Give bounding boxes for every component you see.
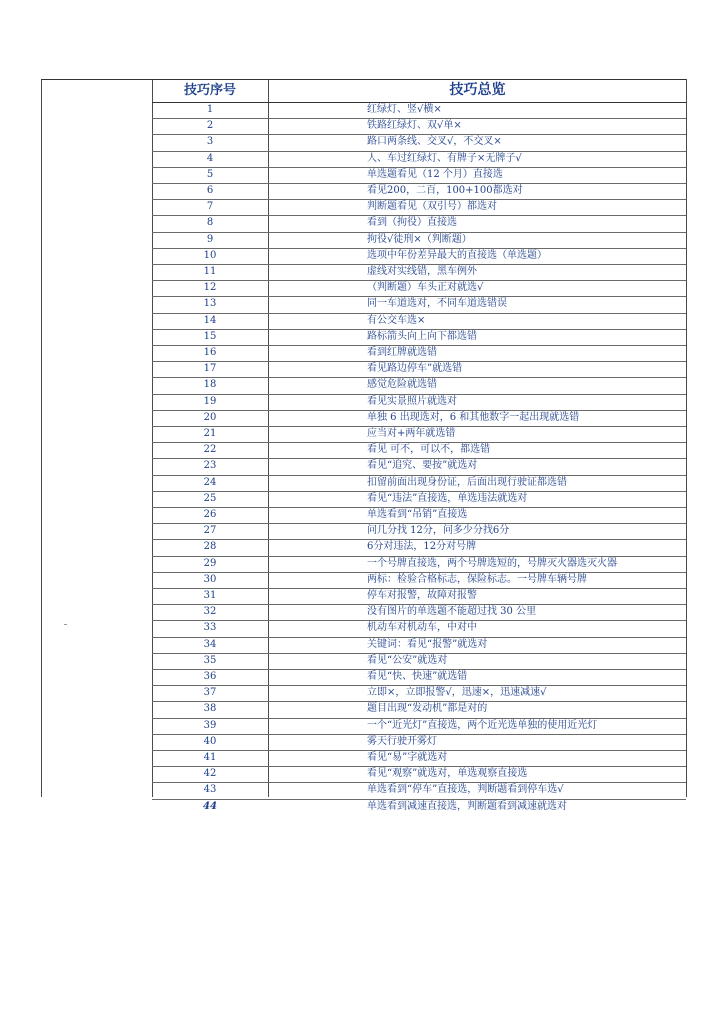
row-tip: 看见 可不，可以不，都选错: [367, 444, 491, 456]
table-border-right: [686, 79, 687, 797]
row-tip: 单选看到减速直接选，判断题看到减速就选对: [367, 800, 567, 812]
row-number: 5: [206, 168, 214, 180]
row-tip: 机动车对机动车，中对中: [367, 622, 477, 634]
row-tip: 感觉危险就选错: [367, 379, 437, 391]
row-number: 39: [203, 719, 217, 731]
table-border-col2: [268, 79, 269, 797]
row-number: 17: [203, 363, 217, 375]
row-number: 27: [203, 525, 217, 537]
row-number: 42: [203, 768, 217, 780]
row-number: 26: [203, 509, 217, 520]
row-number: 43: [203, 784, 217, 796]
row-number: 41: [203, 752, 217, 763]
row-number: 18: [203, 379, 217, 391]
row-number: 33: [203, 622, 217, 634]
row-number: 23: [203, 460, 217, 472]
tips-table: [41, 79, 686, 812]
row-tip: 题目出现“发动机”都是对的: [367, 703, 488, 715]
row-tip: 扣留前面出现身份证，后面出现行驶证都选错: [367, 476, 567, 488]
row-number: 25: [203, 492, 217, 504]
row-tip: 单独 6 出现选对，6 和其他数字一起出现就选错: [367, 411, 580, 423]
row-number: 34: [203, 638, 217, 650]
row-tip: 一个“近光灯”直接选，两个近光选单独的使用近光灯: [367, 719, 598, 731]
row-number: 14: [203, 314, 217, 326]
row-tip: 单选题看见（12 个月）直接选: [367, 168, 503, 180]
row-tip: 看见“追究、要按”就选对: [367, 460, 478, 472]
row-number: 35: [203, 654, 217, 666]
row-number: 37: [203, 687, 217, 699]
row-number: 13: [203, 298, 217, 310]
row-tip: 看见“观察”就选对，单选观察直接选: [367, 768, 528, 780]
row-tip: 同一车道选对，不同车道选错误: [367, 298, 507, 310]
row-number: 9: [206, 233, 214, 245]
row-number: 10: [203, 249, 217, 261]
row-tip: 看见“快、快速”就选错: [367, 671, 468, 682]
row-number: 11: [203, 266, 217, 277]
row-tip: 红绿灯、竖√横×: [367, 104, 442, 115]
header-number: 技巧序号: [183, 83, 236, 98]
row-number: 44: [203, 800, 217, 812]
row-tip: 没有图片的单选题不能超过找 30 公里: [367, 606, 537, 618]
row-tip: 有公交车选×: [367, 314, 426, 326]
row-tip: 铁路红绿灯、双√单×: [367, 120, 462, 132]
row-tip: 立即×，立即报警√，迅速×，迅速减速√: [367, 687, 547, 699]
table-border-left: [41, 79, 42, 797]
row-tip: 虚线对实线错，黑车例外: [367, 266, 477, 277]
row-tip: 看到（拘役）直接选: [367, 217, 457, 229]
row-tip: 看见“易”字就选对: [367, 752, 448, 763]
row-tip: 看见“公安”就选对: [367, 654, 448, 666]
row-number: 40: [203, 735, 217, 747]
row-number: 29: [203, 557, 217, 569]
row-tip: 问几分找 12分，问多少分找6分: [367, 525, 510, 537]
row-number: 12: [203, 282, 217, 294]
row-tip: 两标：检验合格标志，保险标志。一号牌车辆号牌: [367, 573, 587, 585]
row-number: 21: [203, 428, 217, 439]
row-number: 19: [203, 395, 217, 407]
row-number: 2: [206, 120, 214, 132]
row-tip: 停车对报警，故障对报警: [367, 590, 477, 601]
row-number: 32: [203, 606, 217, 618]
row-number: 16: [203, 347, 217, 358]
row-tip: 路口两条线、交叉√，不交叉×: [367, 136, 502, 148]
row-number: 8: [206, 217, 214, 229]
row-tip: 一个号牌直接选，两个号牌选短的，号牌灭火器选灭火器: [367, 557, 617, 569]
row-tip: 看到红牌就选错: [367, 347, 437, 358]
row-number: 28: [203, 541, 217, 553]
row-tip: 单选看到“吊销”直接选: [367, 509, 468, 520]
row-tip: 路标箭头向上向下都选错: [367, 330, 477, 342]
row-tip: （判断题）车头正对就选√: [367, 282, 484, 294]
row-number: 7: [206, 201, 214, 213]
row-number: 36: [203, 671, 217, 682]
row-number: 3: [206, 136, 214, 148]
row-tip: 看见“违法”直接选，单选违法就选对: [367, 492, 528, 504]
row-number: 1: [206, 104, 214, 115]
row-number: 6: [206, 185, 214, 196]
row-tip: 判断题看见（双引号）都选对: [367, 201, 497, 213]
row-tip: 应当对+两年就选错: [367, 428, 456, 439]
row-tip: 单选看到“停车”直接选，判断题看到停车选√: [367, 784, 564, 796]
row-tip: 选项中年份差异最大的直接选（单选题）: [367, 249, 547, 261]
row-tip: 雾天行驶开雾灯: [367, 735, 437, 747]
row-tip: 6分对违法，12分对号牌: [367, 541, 477, 553]
row-number: 4: [206, 152, 214, 164]
row-tip: 人、车过红绿灯、有牌子×无牌子√: [367, 152, 522, 164]
row-number: 22: [203, 444, 217, 456]
row-tip: 看见路边停车”就选错: [367, 363, 463, 375]
row-number: 24: [203, 476, 217, 488]
row-tip: 看见实景照片就选对: [367, 395, 457, 407]
row-number: 15: [203, 330, 217, 342]
row-tip: 拘役√徒刑×（判断题）: [367, 233, 472, 245]
row-tip: 关键词：看见“报警”就选对: [367, 638, 488, 650]
row-tip: 看见200，二百，100+100都选对: [367, 185, 523, 196]
row-number: 30: [203, 573, 217, 585]
row-number: 38: [203, 703, 217, 715]
scan-speck: [64, 624, 67, 625]
row-number: 20: [203, 411, 217, 423]
row-number: 31: [203, 590, 217, 601]
header-tips: 技巧总览: [449, 82, 506, 98]
